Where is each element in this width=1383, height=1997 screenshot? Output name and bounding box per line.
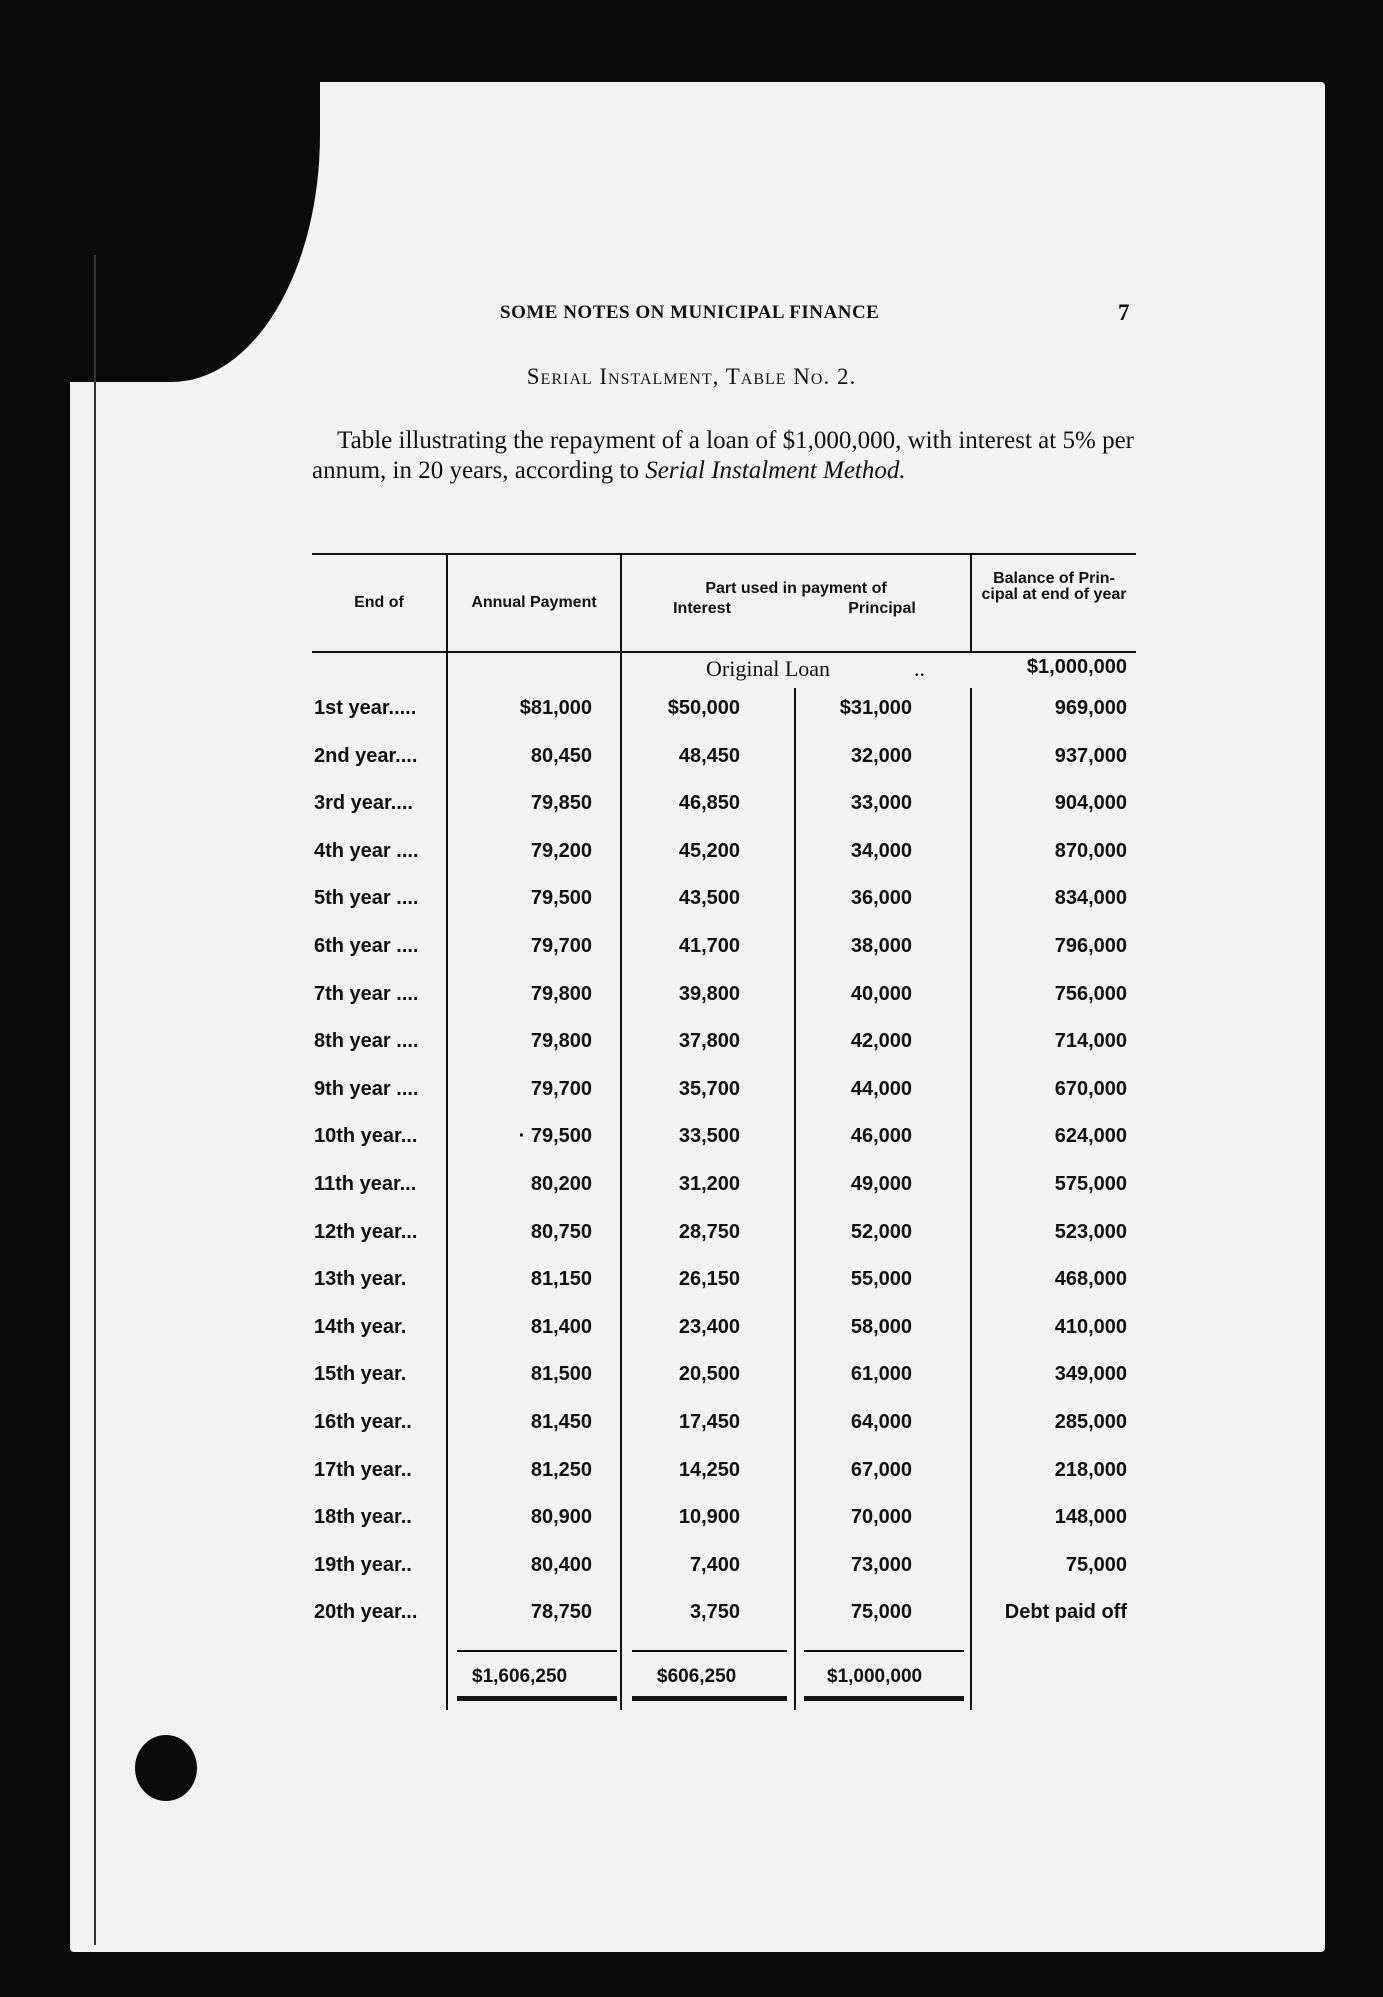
cell-payment: 79,200 [530,839,592,862]
cell-balance: 714,000 [1054,1030,1127,1053]
cell-balance: 575,000 [1054,1173,1127,1195]
cell-balance: 937,000 [1054,744,1127,767]
cell-interest: 26,150 [678,1268,740,1291]
cell-balance: 834,000 [1054,887,1127,910]
table-row [312,1268,1212,1304]
total-double-rule [632,1696,787,1701]
cell-balance: Debt paid off [1004,1601,1127,1624]
table-row [312,1601,1212,1637]
table-row [312,1030,1212,1066]
cell-principal: 33,000 [850,792,912,815]
punch-hole [135,1735,197,1801]
cell-balance: 218,000 [1054,1458,1127,1481]
table-row [312,1554,1212,1590]
running-head: SOME NOTES ON MUNICIPAL FINANCE [500,302,880,323]
cell-interest: 41,700 [678,935,740,957]
original-loan-value: $1,000,000 [1026,656,1127,678]
cell-interest: 45,200 [678,839,740,862]
original-loan-dots: .. [914,656,925,681]
header-interest: Interest [673,600,731,617]
cell-end: 8th year .... [314,1030,419,1053]
table-row [312,983,1212,1019]
cell-balance: 670,000 [1054,1077,1127,1100]
table-row [312,1506,1212,1542]
cell-payment: 79,700 [530,935,592,957]
cell-interest: 35,700 [678,1077,740,1100]
punch-hole [0,1735,52,1801]
table-row [312,697,1212,733]
cell-principal: 52,000 [850,1220,912,1243]
damage-spot [130,292,170,332]
total-payment: $1,606,250 [472,1666,568,1687]
cell-payment: 79,800 [530,1030,592,1053]
corner-damage [50,52,320,382]
table-title: Serial Instalment, Table No. 2. [526,364,857,389]
cell-interest: 48,450 [678,744,740,767]
intro-italic: Serial Instalment Method. [645,457,906,484]
cell-balance: 624,000 [1054,1125,1127,1148]
cell-payment: 80,750 [530,1220,592,1243]
page-number: 7 [1118,300,1130,325]
cell-principal: 42,000 [850,1030,912,1053]
table-row [312,887,1212,923]
cell-payment: 81,250 [530,1458,592,1481]
cell-end: 6th year .... [314,935,419,957]
cell-end: 17th year.. [314,1458,412,1481]
cell-payment: 81,450 [530,1411,592,1433]
cell-principal: 46,000 [850,1125,912,1148]
cell-end: 16th year.. [314,1411,412,1433]
cell-balance: 870,000 [1054,839,1127,862]
cell-balance: 410,000 [1054,1315,1127,1338]
cell-interest: 43,500 [678,887,740,910]
original-loan-label: Original Loan [706,656,831,681]
cell-interest: 37,800 [678,1030,740,1053]
cell-principal: 36,000 [850,887,912,910]
cell-interest: 33,500 [678,1125,740,1148]
cell-payment: 80,200 [530,1173,592,1195]
total-double-rule [457,1696,617,1701]
cell-principal: 38,000 [850,935,912,957]
header-principal: Principal [848,600,916,617]
cell-interest: 20,500 [678,1363,740,1386]
cell-end: 9th year .... [314,1077,419,1100]
cell-payment: 80,900 [530,1506,592,1529]
cell-end: 15th year. [314,1363,407,1386]
cell-end: 2nd year.... [314,744,418,767]
header-part-used: Part used in payment of [705,580,887,597]
header-bottom-rule [312,651,1136,653]
cell-payment: 79,850 [530,792,592,815]
cell-balance: 75,000 [1065,1553,1127,1576]
total-principal: $1,000,000 [827,1666,923,1687]
cell-interest: 31,200 [678,1173,740,1195]
cell-payment: 81,150 [530,1268,592,1291]
cell-principal: 49,000 [850,1173,912,1195]
cell-payment: 79,500 [530,887,592,910]
cell-interest: 10,900 [678,1506,740,1529]
cell-end: 4th year .... [314,839,419,862]
intro-text: Table illustrating the repayment of a loan of $1,000,000, with interest at 5% per annum, in 20 years, according to [312,427,1134,484]
table-row [312,1078,1212,1114]
cell-interest: $50,000 [667,697,740,719]
cell-principal: 75,000 [850,1601,912,1624]
cell-balance: 523,000 [1054,1220,1127,1243]
cell-interest: 14,250 [678,1458,740,1481]
cell-principal: 32,000 [850,744,912,767]
header-annual-payment: Annual Payment [471,594,597,611]
total-interest: $606,250 [657,1666,737,1687]
cell-payment: 79,700 [530,1077,592,1100]
table-row [312,1221,1212,1257]
cell-principal: 61,000 [850,1363,912,1386]
table-top-rule [312,553,1136,555]
table-row [312,1125,1212,1161]
cell-payment: 79,800 [530,982,592,1005]
intro-paragraph [312,426,1134,486]
table-row [312,935,1212,971]
binding-edge [94,255,96,1945]
total-rule [632,1650,787,1652]
cell-payment: 78,750 [530,1601,592,1624]
cell-interest: 3,750 [689,1601,740,1624]
cell-end: 12th year... [314,1220,418,1243]
cell-payment: 80,400 [530,1553,592,1576]
table-row [312,1173,1212,1209]
cell-principal: 64,000 [850,1411,912,1433]
cell-end: 11th year... [314,1173,417,1195]
total-double-rule [804,1696,964,1701]
cell-balance: 969,000 [1054,697,1127,719]
cell-payment: · 79,500 [518,1125,592,1148]
table-row [312,1459,1212,1495]
cell-balance: 904,000 [1054,792,1127,815]
cell-interest: 7,400 [689,1553,740,1576]
cell-balance: 756,000 [1054,982,1127,1005]
cell-principal: 55,000 [850,1268,912,1291]
column-rule [970,555,972,651]
cell-interest: 46,850 [678,792,740,815]
cell-principal: $31,000 [839,697,912,719]
cell-payment: 81,400 [530,1315,592,1338]
cell-interest: 17,450 [678,1411,740,1433]
cell-interest: 39,800 [678,982,740,1005]
cell-balance: 148,000 [1054,1506,1127,1529]
cell-balance: 285,000 [1054,1411,1127,1433]
cell-payment: 81,500 [530,1363,592,1386]
cell-end: 13th year. [314,1268,407,1291]
cell-principal: 70,000 [850,1506,912,1529]
cell-end: 7th year .... [314,982,419,1005]
table-row [312,840,1212,876]
total-rule [457,1650,617,1652]
table-row [312,1363,1212,1399]
cell-payment: $81,000 [519,697,592,719]
cell-balance: 468,000 [1054,1268,1127,1291]
cell-end: 14th year. [314,1315,407,1338]
cell-end: 5th year .... [314,887,419,910]
table-row [312,792,1212,828]
cell-interest: 23,400 [678,1315,740,1338]
cell-end: 19th year.. [314,1553,412,1576]
cell-end: 3rd year.... [314,792,413,815]
header-end-of: End of [354,594,404,611]
table-row [312,1411,1212,1447]
damage-spot [190,312,235,357]
cell-payment: 80,450 [530,744,592,767]
cell-principal: 67,000 [850,1458,912,1481]
cell-principal: 40,000 [850,982,912,1005]
original-loan-row [312,656,1212,692]
cell-principal: 34,000 [850,839,912,862]
table-row [312,1316,1212,1352]
table-row [312,745,1212,781]
cell-interest: 28,750 [678,1220,740,1243]
cell-principal: 73,000 [850,1553,912,1576]
cell-end: 10th year... [314,1125,418,1148]
cell-principal: 44,000 [850,1077,912,1100]
cell-balance: 349,000 [1054,1363,1127,1386]
total-rule [804,1650,964,1652]
cell-end: 20th year... [314,1601,418,1624]
cell-balance: 796,000 [1054,935,1127,957]
header-balance: Balance of Prin- cipal at end of year [981,570,1127,603]
cell-end: 18th year.. [314,1506,412,1529]
cell-principal: 58,000 [850,1315,912,1338]
cell-end: 1st year..... [314,697,417,719]
